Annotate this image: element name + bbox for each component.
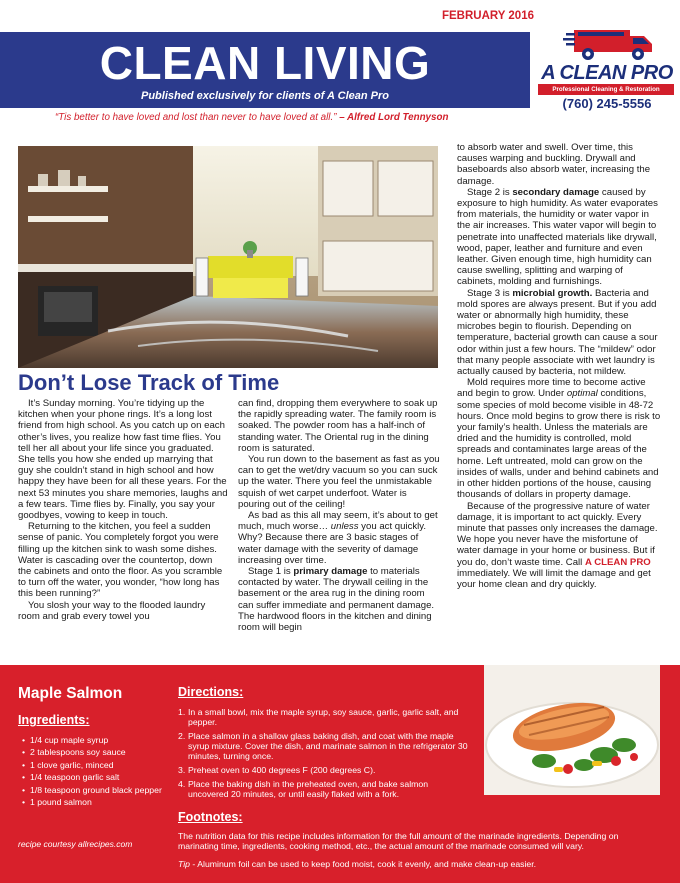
paragraph: Returning to the kitchen, you feel a sudden sense of panic. You completely forgot you were filling up the kitchen sink to wash some dishes. Water is cascading over the countertop, down the cabinets and onto the floor. As you scramble to turn off the water, you wonder, “how long has this been running?” <box>18 521 223 600</box>
paragraph: It’s Sunday morning. You’re tidying up the kitchen when your phone rings. It’s a long lost friend from high school. As you catch up on each other’s lives, you realize how fast time flies. You tell her all about your life since you graduated. She tells you how she ended up marrying that guy she couldn’t stand in high school and how happy they have been for all these years. For the next 53 minutes you share memories, laughs and a few tears. Time flies by. Finally, you say your goodbyes, vowing to keep in touch. <box>18 398 228 522</box>
list-item: • 1/8 teaspoon ground black pepper <box>22 785 162 795</box>
paragraph: You run down to the basement as fast as you can to get the wet/dry vacuum so you can suck up the water. There you feel the unmistakable squish of wet carpet underfoot. Water is pouring out of the ceiling! <box>238 454 440 510</box>
list-item: 3. Preheat oven to 400 degrees F (200 degrees C). <box>178 765 376 775</box>
quote-author: – Alfred Lord Tennyson <box>339 112 449 123</box>
article-title: Don’t Lose Track of Time <box>18 370 280 395</box>
flooded-kitchen-photo <box>18 146 438 368</box>
newsletter-subtitle: Published exclusively for clients of A Clean Pro <box>141 90 389 102</box>
paragraph: Stage 3 is microbial growth. Bacteria and mold spores are always present. But if you add water or abnormally high humidity, these microbes begin to flourish. Depending on temperature, bacterial growth can cause a sour odor within just a few hours. The “mildew” odor that many people associate with wet laundry is actually caused by bacteria, not mildew. <box>457 287 658 378</box>
list-item: • 1 clove garlic, minced <box>22 760 162 770</box>
truck-icon <box>560 26 656 62</box>
ingredients-list <box>22 735 162 809</box>
recipe-credit: recipe courtesy allrecipes.com <box>18 839 133 849</box>
article-column-2 <box>238 398 440 633</box>
brand-name: A CLEAN PRO <box>584 556 651 568</box>
list-item: • 1 pound salmon <box>22 797 162 807</box>
article-column-1 <box>18 398 228 622</box>
logo-name: A CLEAN PRO <box>541 62 673 84</box>
directions-list <box>178 707 468 803</box>
salmon-dish-photo <box>484 665 660 795</box>
list-item: • 1/4 teaspoon garlic salt <box>22 772 162 782</box>
tip-text: Tip - Aluminum foil can be used to keep food moist, cook it evenly, and make clean-up easier. <box>178 859 537 869</box>
featured-quote <box>55 112 575 123</box>
paragraph: to absorb water and swell. Over time, this causes warping and buckling. Drywall and baseboards also absorb water, increasing the damage. <box>457 142 651 187</box>
masthead-banner <box>0 32 530 108</box>
recipe-section <box>0 665 680 883</box>
list-item: 2. Place salmon in a shallow glass baking dish, and coat with the maple syrup mixture. Cover the dish, and marinate salmon in the refrigerator 30 minutes, turning once. <box>178 731 468 761</box>
paragraph: Stage 1 is primary damage to materials contacted by water. The drywall ceiling in the basement or the area rug in the dining room can suffer immediate and permanent damage. The hardwood floors in the kitchen and dining room will begin <box>238 566 435 634</box>
paragraph: You slosh your way to the flooded laundry room and grab every towel you <box>18 599 206 622</box>
footnote-text: The nutrition data for this recipe includes information for the full amount of the marinade ingredients. Depending on marinating time, ingredients, cooking method, etc., the actual amount of the marinade consumed will vary. <box>178 831 619 852</box>
list-item: • 2 tablespoons soy sauce <box>22 747 162 757</box>
list-item: • 1/4 cup maple syrup <box>22 735 162 745</box>
paragraph: As bad as this all may seem, it’s about to get much, much worse… unless you act quickly. Why? Because there are 3 basic stages of water damage with the severity of damage increasing over time. <box>238 510 438 566</box>
recipe-title: Maple Salmon <box>18 685 123 702</box>
directions-heading: Directions: <box>178 685 244 699</box>
paragraph: Because of the progressive nature of water damage, it is important to act quickly. Every minute that passes only increases the damage. We hope you never have the misfortune of water damage in your home or business. But if you do, don’t waste time. Call A CLEAN PRO immediately. We will limit the damage and get your home clean and dry quickly. <box>457 500 658 590</box>
company-logo <box>534 26 680 112</box>
article-column-3 <box>457 142 663 590</box>
logo-tagline: Professional Cleaning & Restoration <box>538 84 674 95</box>
paragraph: Stage 2 is secondary damage caused by exposure to high humidity. As water evaporates from materials, the humidity or water vapor in the air increases. This water vapor will begin to penetrate into unaffected materials like drywall, wood, paper, leather and furniture and even leather. Given enough time, high humidity can cause swelling, splitting and warping of cabinets, molding and furnishings. <box>457 186 658 288</box>
paragraph: Mold requires more time to become active and begin to grow. Under optimal conditions, some species of mold become visible in 48-72 hours. Once mold begins to grow there is risk to your family’s health. Unless the materials are dried and the humidity is controlled, mold spreads and contaminates large areas of the home. Left untreated, mold can grow on the insides of walls, under and behind cabinets and in other hidden portions of the house, causing thousands of dollars in property damage. <box>457 377 661 501</box>
list-item: 4. Place the baking dish in the preheated oven, and bake salmon uncovered 20 minutes, or until easily flaked with a fork. <box>178 779 429 799</box>
paragraph: can find, dropping them everywhere to soak up the rapidly spreading water. The family room is soaked. The powder room has a half-inch of standing water. The Oriental rug in the dining room is saturated. <box>238 398 438 454</box>
newsletter-title: CLEAN LIVING <box>99 37 431 89</box>
list-item: 1. In a small bowl, mix the maple syrup, soy sauce, garlic, garlic salt, and pepper. <box>178 707 459 727</box>
phone-number: (760) 245-5556 <box>562 96 652 111</box>
footnotes-heading: Footnotes: <box>178 810 243 824</box>
issue-date: FEBRUARY 2016 <box>441 10 534 22</box>
ingredients-heading: Ingredients: <box>18 713 90 727</box>
quote-text: “Tis better to have loved and lost than never to have loved at all.” <box>55 112 337 123</box>
